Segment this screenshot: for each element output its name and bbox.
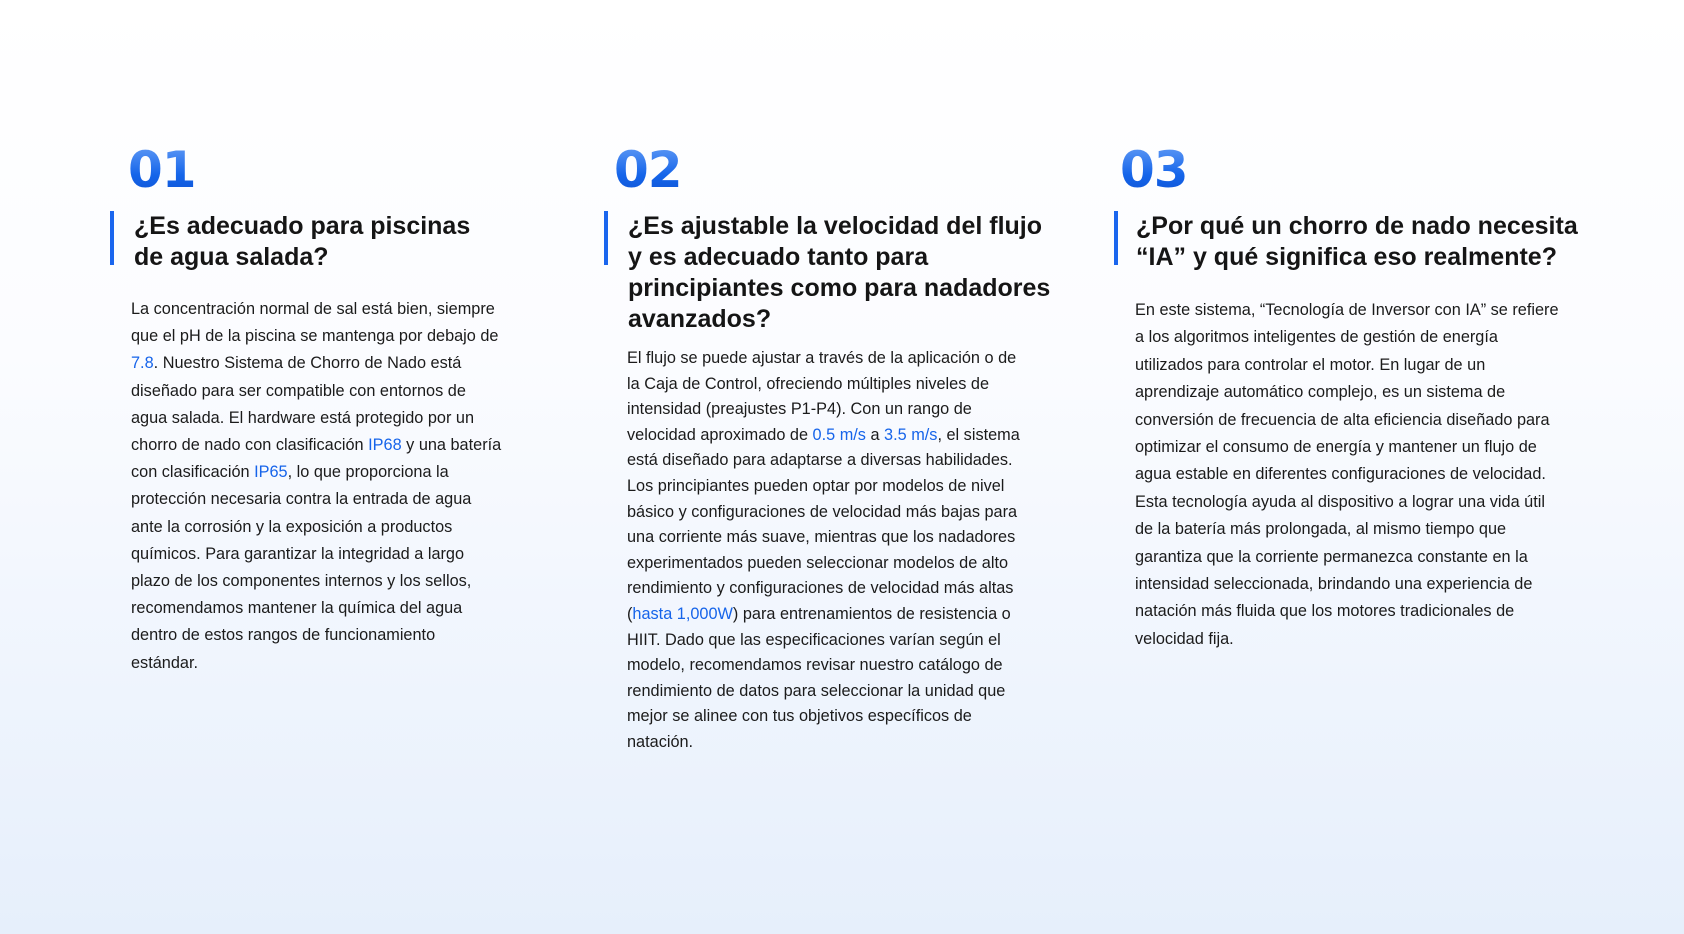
answer-text: . Nuestro Sistema de Chorro de Nado está diseñado para ser compatible con entornos de agua salada. El hardware está protegido por un chorro de nado con clasificación bbox=[131, 354, 475, 455]
faq-number: 01 bbox=[128, 141, 196, 199]
answer-text: El flujo se puede ajustar a través de la aplicación o de la Caja de Control, ofreciendo múltiples niveles de intensidad (preajustes P1-P4). Con un rango de velocidad aproximado de bbox=[627, 349, 1017, 444]
answer-text: , el sistema está diseñado para adaptarse a diversas habilidades. Los principiantes pueden optar por modelos de nivel básico y configuraciones de velocidad más bajas para una corriente más suave, mientras que los nadadores experimentados pueden seleccionar modelos de alto rendimiento y configuraciones de velocidad más altas ( bbox=[627, 425, 1020, 623]
faq-number: 02 bbox=[614, 141, 682, 199]
faq-number: 03 bbox=[1120, 141, 1188, 199]
answer-highlight: hasta 1,000W bbox=[632, 604, 733, 623]
answer-text: La concentración normal de sal está bien, siempre que el pH de la piscina se mantenga por debajo de bbox=[131, 300, 499, 346]
faq-answer bbox=[1135, 297, 1560, 653]
answer-highlight: 3.5 m/s bbox=[884, 425, 938, 444]
faq-answer bbox=[131, 296, 503, 677]
answer-text: , lo que proporciona la protección necesaria contra la entrada de agua ante la corrosión y la exposición a productos químicos. Para garantizar la integridad a largo plazo de los componentes internos y los sellos, recomendamos mantener la química del agua dentro de estos rangos de funcionamiento estándar. bbox=[131, 463, 472, 672]
faq-question: ¿Por qué un chorro de nado necesita “IA” y qué significa eso realmente? bbox=[1136, 212, 1578, 271]
accent-bar bbox=[604, 211, 608, 265]
accent-bar bbox=[1114, 211, 1118, 265]
faq-answer bbox=[627, 346, 1032, 756]
answer-highlight: 0.5 m/s bbox=[812, 425, 866, 444]
answer-highlight: IP68 bbox=[368, 436, 402, 455]
accent-bar bbox=[110, 211, 114, 265]
answer-highlight: 7.8 bbox=[131, 354, 154, 373]
faq-question: ¿Es adecuado para piscinas de agua salada? bbox=[134, 212, 471, 271]
answer-text: ) para entrenamientos de resistencia o HIIT. Dado que las especificaciones varían según el modelo, recomendamos revisar nuestro catálogo de rendimiento de datos para seleccionar la unidad que mejor se alinee con tus objetivos específicos de natación. bbox=[627, 604, 1011, 751]
answer-text: En este sistema, “Tecnología de Inversor con IA” se refiere a los algoritmos inteligentes de gestión de energía utilizados para controlar el motor. En lugar de un aprendizaje automático complejo, es un sistema de conversión de frecuencia de alta eficiencia diseñado para optimizar el consumo de energía y mantener un flujo de agua estable en diferentes configuraciones de velocidad. Esta tecnología ayuda al dispositivo a lograr una vida útil de la batería más prolongada, al mismo tiempo que garantiza que la corriente permanezca constante en la intensidad seleccionada, brindando una experiencia de natación más fluida que los motores tradicionales de velocidad fija. bbox=[1135, 301, 1559, 648]
answer-text: y una batería con clasificación bbox=[131, 436, 502, 482]
faq-question: ¿Es ajustable la velocidad del flujo y es adecuado tanto para principiantes como para nadadores avanzados? bbox=[628, 212, 1051, 333]
answer-text: a bbox=[865, 425, 885, 444]
answer-highlight: IP65 bbox=[254, 463, 288, 482]
